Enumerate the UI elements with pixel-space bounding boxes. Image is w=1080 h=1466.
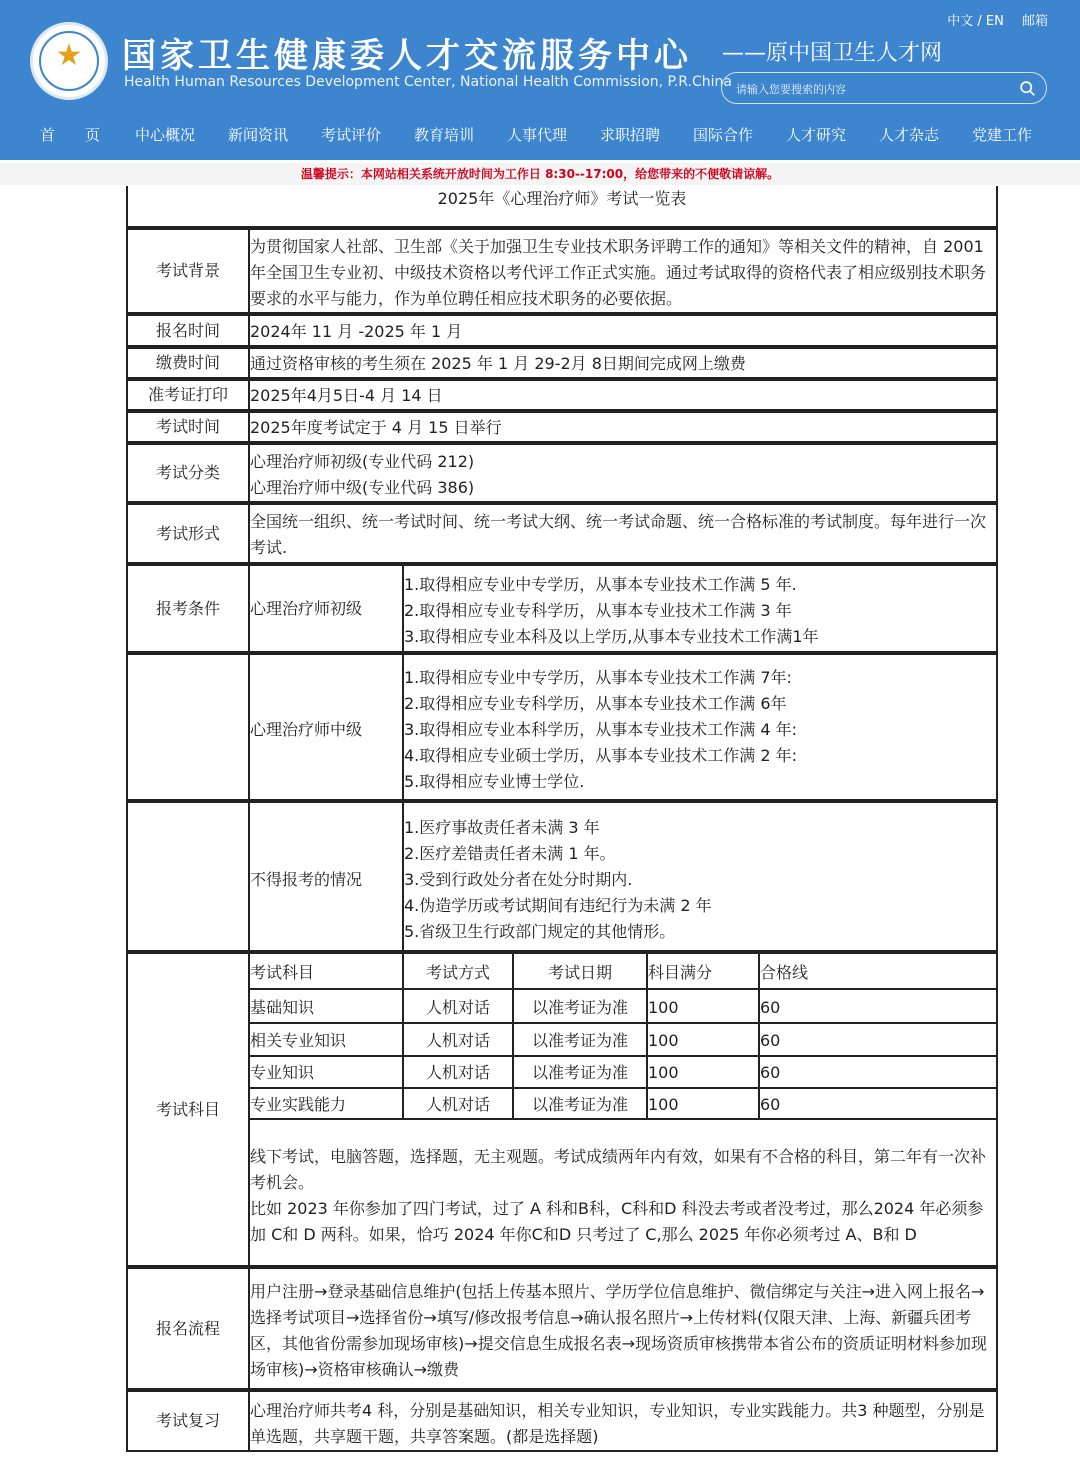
subject-cell: 以准考证为准: [531, 1095, 628, 1114]
former-site-name: ——原中国卫生人才网: [722, 41, 943, 66]
row-label-subjects: 考试科目: [155, 1099, 220, 1119]
subject-cell: 以准考证为准: [531, 1063, 628, 1082]
language-switch-link[interactable]: 中文 / EN: [947, 14, 1004, 29]
nav-item-party[interactable]: 党建工作: [972, 126, 1033, 144]
condition-item: 1.取得相应专业中专学历，从事本专业技术工作满 5 年.: [404, 575, 797, 594]
subject-header: 考试方式: [425, 963, 490, 982]
table-caption: 2025年《心理治疗师》考试一览表: [437, 189, 687, 208]
category-item: 心理治疗师初级(专业代码 212): [250, 452, 475, 471]
subject-cell: 以准考证为准: [531, 998, 628, 1017]
table-row: [126, 347, 998, 379]
nav-item-personnel[interactable]: 人事代理: [507, 126, 568, 144]
middle-level-label: 心理治疗师中级: [250, 720, 363, 739]
table-row: [126, 1390, 998, 1452]
condition-item: 3.取得相应专业本科学历，从事本专业技术工作满 4 年:: [404, 720, 798, 739]
row-label-exam-form: 考试形式: [155, 523, 220, 543]
search-input[interactable]: [734, 78, 1008, 100]
subject-cell: 人机对话: [425, 998, 490, 1017]
row-label-background: 考试背景: [155, 261, 220, 280]
table-row: [126, 314, 998, 347]
notice-bar: 温馨提示：本网站相关系统开放时间为工作日 8:30--17:00，给您带来的不便敬请谅解。: [0, 163, 1080, 185]
subject-cell: 100: [648, 1031, 679, 1050]
junior-level-label: 心理治疗师初级: [250, 599, 363, 618]
subject-cell: 100: [648, 1095, 679, 1114]
exam-time: 2025年度考试定于 4 月 15 日举行: [250, 418, 502, 437]
background-text: 为贯彻国家人社部、卫生部《关于加强卫生专业技术职务评聘工作的通知》等相关文件的精神，自 2001 年全国卫生专业初、中级技术资格以考代评工作正式实施。通过考试取得的资格代表了相应级别技术职务要求的水平与能力，作为单位聘任相应技术职务的必要依据。: [250, 237, 987, 308]
nav-item-exams[interactable]: 考试评价: [321, 126, 382, 144]
subject-cell: 以准考证为准: [531, 1031, 628, 1050]
subject-cell: 60: [760, 1095, 781, 1114]
exclusion-item: 2.医疗差错责任者未满 1 年。: [404, 844, 616, 863]
condition-item: 1.取得相应专业中专学历，从事本专业技术工作满 7年:: [404, 668, 792, 687]
subject-cell: 相关专业知识: [250, 1031, 347, 1050]
top-links: [933, 10, 1048, 29]
row-label-admission-ticket: 准考证打印: [147, 385, 228, 404]
table-row: [126, 564, 998, 653]
table-row: [126, 503, 998, 564]
logo-star-icon: ★: [55, 38, 83, 73]
admission-ticket-time: 2025年4月5日-4 月 14 日: [250, 386, 443, 405]
subject-cell: 人机对话: [425, 1031, 490, 1050]
subject-header: 科目满分: [648, 963, 713, 982]
nav-item-home[interactable]: 首 页: [40, 126, 101, 144]
subject-note: 比如 2023 年你参加了四门考试，过了 A 科和B科，C科和D 科没去考或者没考过，那么2024 年必须参加 C和 D 两科。如果，恰巧 2024 年你C和D 只考过了 C,那么 2025 年你必须考过 A、B和 D: [250, 1199, 984, 1244]
condition-item: 2.取得相应专业专科学历，从事本专业技术工作满 3 年: [404, 601, 792, 620]
subject-cell: 100: [648, 998, 679, 1017]
row-label-category: 考试分类: [155, 463, 220, 482]
row-label-process: 报名流程: [155, 1318, 220, 1338]
exclusion-item: 5.省级卫生行政部门规定的其他情形。: [404, 922, 676, 941]
subject-cell: 人机对话: [425, 1095, 490, 1114]
exam-form-text: 全国统一组织、统一考试时间、统一考试大纲、统一考试命题、统一合格标准的考试制度。每年进行一次考试.: [250, 512, 987, 557]
category-item: 心理治疗师中级(专业代码 386): [250, 478, 475, 497]
fee-time: 通过资格审核的考生须在 2025 年 1 月 29-2月 8日期间完成网上缴费: [250, 354, 746, 373]
table-row: [126, 443, 998, 503]
nav-item-education[interactable]: 教育培训: [414, 126, 475, 144]
subject-cell: 60: [760, 998, 781, 1017]
subjects-block: [126, 952, 998, 1267]
condition-item: 5.取得相应专业博士学位.: [404, 772, 585, 791]
nav-item-about[interactable]: 中心概况: [135, 126, 196, 144]
subject-cell: 专业实践能力: [250, 1095, 347, 1114]
nav-item-research[interactable]: 人才研究: [786, 126, 847, 144]
subject-cell: 基础知识: [250, 998, 315, 1017]
subject-cell: 60: [760, 1031, 781, 1050]
site-title: 国家卫生健康委人才交流服务中心: [122, 36, 692, 76]
process-text: 用户注册→登录基础信息维护(包括上传基本照片、学历学位信息维护、微信绑定与关注→进入网上报名→选择考试项目→选择省份→填写/修改报考信息→确认报名照片→上传材料(仅限天津、上海、新疆兵团考区，其他省份需参加现场审核)→提交信息生成报名表→现场资质审核携带本省公布的资质证明材料参加现场审核)→资格审核确认→缴费: [250, 1282, 988, 1379]
main-nav: [0, 116, 1080, 154]
exclusion-item: 3.受到行政处分者在处分时期内.: [404, 870, 633, 889]
table-caption-row: [126, 186, 998, 228]
nav-item-magazine[interactable]: 人才杂志: [879, 126, 940, 144]
table-row: [126, 379, 998, 411]
table-row: [126, 228, 998, 314]
row-label-fee-time: 缴费时间: [155, 353, 220, 372]
subject-header: 考试科目: [250, 963, 315, 982]
row-label-exam-time: 考试时间: [155, 417, 220, 436]
table-row: [126, 1267, 998, 1390]
subject-cell: 100: [648, 1063, 679, 1082]
row-label-review: 考试复习: [155, 1411, 220, 1430]
table-row: [126, 411, 998, 443]
exclusion-item: 1.医疗事故责任者未满 3 年: [404, 818, 600, 837]
subject-cell: 60: [760, 1063, 781, 1082]
search-icon[interactable]: [1019, 80, 1036, 97]
site-header: [0, 0, 1080, 160]
site-logo[interactable]: [30, 22, 108, 100]
review-text: 心理治疗师共考4 科，分别是基础知识，相关专业知识，专业知识，专业实践能力。共3 种题型，分别是单选题，共享题干题，共享答案题。(都是选择题): [250, 1401, 985, 1446]
condition-item: 2.取得相应专业专科学历，从事本专业技术工作满 6年: [404, 694, 787, 713]
nav-item-jobs[interactable]: 求职招聘: [600, 126, 661, 144]
subject-header: 合格线: [760, 963, 809, 982]
row-label-registration-time: 报名时间: [155, 320, 220, 340]
condition-item: 4.取得相应专业硕士学历，从事本专业技术工作满 2 年:: [404, 746, 798, 765]
subject-note: 线下考试，电脑答题，选择题，无主观题。考试成绩两年内有效，如果有不合格的科目，第二年有一次补考机会。: [250, 1147, 987, 1192]
condition-item: 3.取得相应专业本科及以上学历,从事本专业技术工作满1年: [404, 627, 819, 646]
table-row: [126, 801, 998, 952]
exclusion-label: 不得报考的情况: [250, 870, 363, 889]
row-label-conditions: 报考条件: [155, 598, 220, 618]
mail-link[interactable]: 邮箱: [1021, 14, 1048, 29]
nav-item-news[interactable]: 新闻资讯: [228, 126, 289, 144]
nav-item-international[interactable]: 国际合作: [693, 126, 754, 144]
subject-cell: 人机对话: [425, 1063, 490, 1082]
search-box: [721, 72, 1047, 104]
subject-cell: 专业知识: [250, 1063, 315, 1082]
exclusion-item: 4.伪造学历或考试期间有违纪行为未满 2 年: [404, 896, 712, 915]
registration-time: 2024年 11 月 -2025 年 1 月: [250, 322, 463, 341]
table-row: [126, 653, 998, 801]
subject-header: 考试日期: [547, 963, 612, 982]
site-subtitle: Health Human Resources Development Center, National Health Commission, P.R.China: [124, 74, 732, 90]
